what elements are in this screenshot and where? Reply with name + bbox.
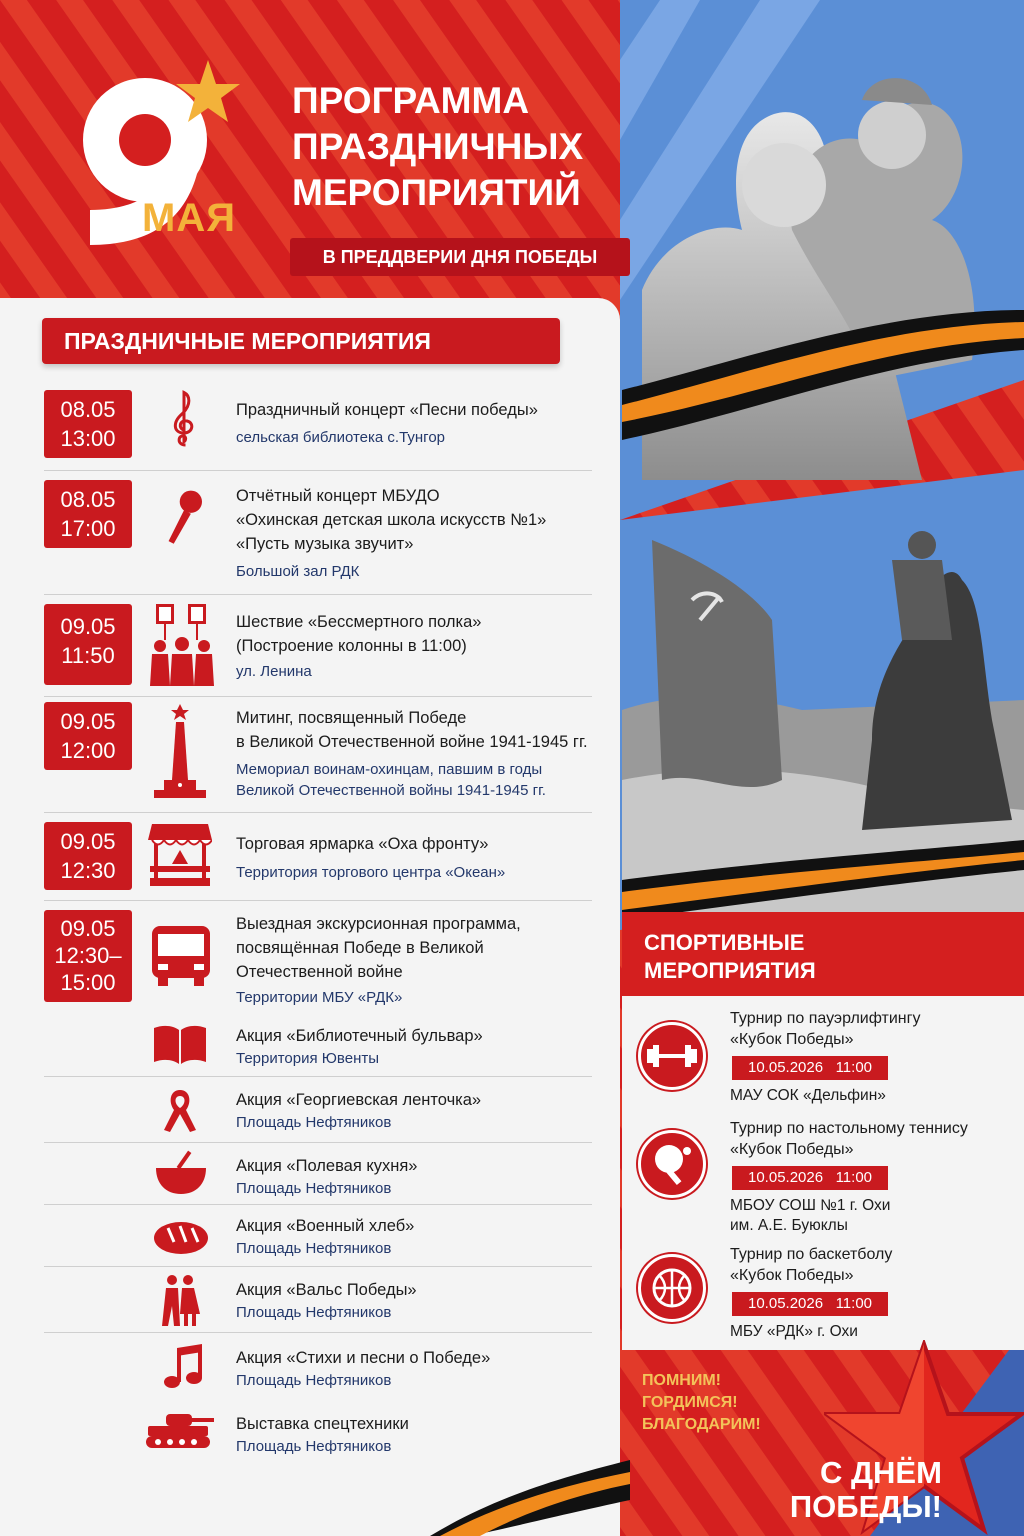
action-row (44, 1342, 592, 1398)
title-line: МЕРОПРИЯТИЙ (292, 172, 581, 213)
divider (44, 1332, 592, 1333)
treble-clef-icon (154, 388, 214, 448)
tank-icon (144, 1410, 214, 1450)
subtitle-banner: В ПРЕДДВЕРИИ ДНЯ ПОБЕДЫ (290, 238, 630, 276)
divider (44, 696, 592, 697)
ping-pong-icon (638, 1130, 706, 1198)
event-title: «Пусть музыка звучит» (236, 535, 414, 553)
event-date-badge (44, 822, 132, 890)
action-title: Акция «Полевая кухня» (236, 1157, 418, 1175)
event-title: Выездная экскурсионная программа, (236, 915, 521, 933)
ribbon-icon (160, 1086, 200, 1134)
event-date: 08.05 (60, 397, 116, 422)
sport-event-date: 10.05.2026 11:00 (732, 1166, 888, 1190)
event-title: Отечественной войне (236, 963, 403, 981)
waltz-couple-icon (158, 1274, 202, 1326)
event-date-badge (44, 604, 132, 685)
sport-event (622, 1010, 1024, 1120)
event-time: 12:30– 15:00 (54, 943, 122, 995)
event-date: 09.05 (60, 614, 116, 639)
sport-event-title: Турнир по баскетболу (730, 1246, 893, 1263)
sport-event-title: «Кубок Победы» (730, 1141, 854, 1158)
sport-event (622, 1246, 1024, 1346)
sport-section-title (622, 912, 1024, 996)
event-date-badge (44, 910, 132, 1002)
event-date: 09.05 (60, 916, 116, 941)
divider (44, 1266, 592, 1267)
title-line: ПРОГРАММА (292, 80, 530, 121)
event-time: 12:00 (60, 738, 116, 763)
event-time: 13:00 (60, 426, 116, 451)
bus-icon (148, 924, 214, 988)
sport-events-panel (622, 996, 1024, 1350)
sport-event (622, 1120, 1024, 1240)
event-date-badge (44, 702, 132, 770)
action-title: Акция «Библиотечный бульвар» (236, 1027, 483, 1045)
action-row (44, 1022, 592, 1078)
divider (44, 1076, 592, 1077)
action-row (44, 1274, 592, 1330)
event-row (44, 480, 592, 590)
divider (44, 1142, 592, 1143)
page-title (292, 78, 622, 216)
barbell-icon (638, 1022, 706, 1090)
action-place: Площадь Нефтяников (236, 1372, 392, 1389)
sport-title-line: МЕРОПРИЯТИЯ (644, 958, 816, 983)
action-place: Площадь Нефтяников (236, 1180, 392, 1197)
event-title: (Построение колонны в 11:00) (236, 637, 467, 655)
open-book-icon (152, 1024, 208, 1066)
sport-event-title: Турнир по настольному теннису (730, 1120, 968, 1137)
event-title: посвящённая Победе в Великой (236, 939, 484, 957)
sport-event-title: «Кубок Победы» (730, 1031, 854, 1048)
event-place: Великой Отечественной войны 1941-1945 гг. (236, 782, 546, 799)
slogan-line: ГОРДИМСЯ! (642, 1394, 738, 1411)
immortal-regiment-icon (148, 604, 216, 686)
microphone-icon (154, 488, 214, 548)
sport-event-place: МБОУ СОШ №1 г. Охи (730, 1197, 891, 1214)
sport-title-line: СПОРТИВНЫЕ (644, 930, 805, 955)
event-title: Шествие «Бессмертного полка» (236, 613, 482, 631)
action-title: Акция «Военный хлеб» (236, 1217, 415, 1235)
holiday-section-title: ПРАЗДНИЧНЫЕ МЕРОПРИЯТИЯ (42, 318, 560, 364)
event-title: «Охинская детская школа искусств №1» (236, 511, 547, 529)
event-title: Праздничный концерт «Песни победы» (236, 401, 538, 419)
event-place: Территории МБУ «РДК» (236, 989, 403, 1006)
sport-event-title: «Кубок Победы» (730, 1267, 854, 1284)
divider (44, 470, 592, 471)
event-date: 09.05 (60, 829, 116, 854)
event-date: 09.05 (60, 709, 116, 734)
action-title: Акция «Вальс Победы» (236, 1281, 417, 1299)
action-title: Акция «Стихи и песни о Победе» (236, 1349, 491, 1367)
action-row (44, 1150, 592, 1206)
greeting-line: ПОБЕДЫ! (789, 1489, 942, 1524)
event-date-badge (44, 480, 132, 548)
sport-event-place: МБУ «РДК» г. Охи (730, 1323, 858, 1340)
event-time: 17:00 (60, 516, 116, 541)
action-place: Площадь Нефтяников (236, 1304, 392, 1321)
action-title: Акция «Георгиевская ленточка» (236, 1091, 482, 1109)
action-title: Выставка спецтехники (236, 1415, 409, 1433)
action-place: Площадь Нефтяников (236, 1114, 392, 1131)
sport-event-date: 10.05.2026 11:00 (732, 1292, 888, 1316)
title-line: ПРАЗДНИЧНЫХ (292, 126, 584, 167)
event-row (44, 702, 592, 806)
event-place: Мемориал воинам-охинцам, павшим в годы (236, 761, 543, 778)
event-time: 12:30 (60, 858, 116, 883)
market-stall-icon (148, 822, 212, 888)
event-place: Большой зал РДК (236, 563, 360, 580)
sport-event-place: им. А.Е. Буюклы (730, 1217, 848, 1234)
divider (44, 1204, 592, 1205)
event-place: Территория торгового центра «Океан» (236, 864, 506, 881)
action-row (44, 1212, 592, 1268)
event-title: в Великой Отечественной войне 1941-1945 гг. (236, 733, 588, 751)
greeting-line: С ДНЁМ (819, 1455, 942, 1490)
slogan-line: БЛАГОДАРИМ! (642, 1416, 761, 1433)
field-kitchen-bowl-icon (154, 1150, 208, 1196)
event-row (44, 604, 592, 694)
bread-icon (152, 1216, 210, 1256)
slogan (642, 1370, 761, 1436)
action-place: Площадь Нефтяников (236, 1240, 392, 1257)
photo-victory-banner (622, 520, 1024, 920)
event-title: Отчётный концерт МБУДО (236, 487, 440, 505)
event-title: Торговая ярмарка «Оха фронту» (236, 835, 489, 853)
divider (44, 812, 592, 813)
slogan-line: ПОМНИМ! (642, 1372, 721, 1389)
divider (44, 594, 592, 595)
event-place: сельская библиотека с.Тунгор (236, 429, 446, 446)
music-note-icon (162, 1344, 202, 1390)
action-place: Площадь Нефтяников (236, 1438, 392, 1455)
month-label: МАЯ (142, 196, 236, 240)
event-row (44, 910, 592, 1018)
divider (44, 900, 592, 901)
sport-event-title: Турнир по пауэрлифтингу (730, 1010, 921, 1027)
st-george-ribbon (430, 1420, 630, 1536)
event-row (44, 822, 592, 892)
event-row (44, 390, 592, 460)
event-date: 08.05 (60, 487, 116, 512)
photo-soldier-with-child (622, 60, 1024, 480)
sport-event-date: 10.05.2026 11:00 (732, 1056, 888, 1080)
sport-event-place: МАУ СОК «Дельфин» (730, 1087, 886, 1104)
action-place: Территория Ювенты (236, 1050, 380, 1067)
event-title: Митинг, посвященный Победе (236, 709, 467, 727)
event-time: 11:50 (61, 643, 115, 668)
event-date-badge (44, 390, 132, 458)
event-place: ул. Ленина (236, 663, 312, 680)
basketball-icon (638, 1254, 706, 1322)
action-row (44, 1086, 592, 1142)
victory-day-greeting (752, 1456, 942, 1524)
obelisk-icon (152, 704, 208, 800)
